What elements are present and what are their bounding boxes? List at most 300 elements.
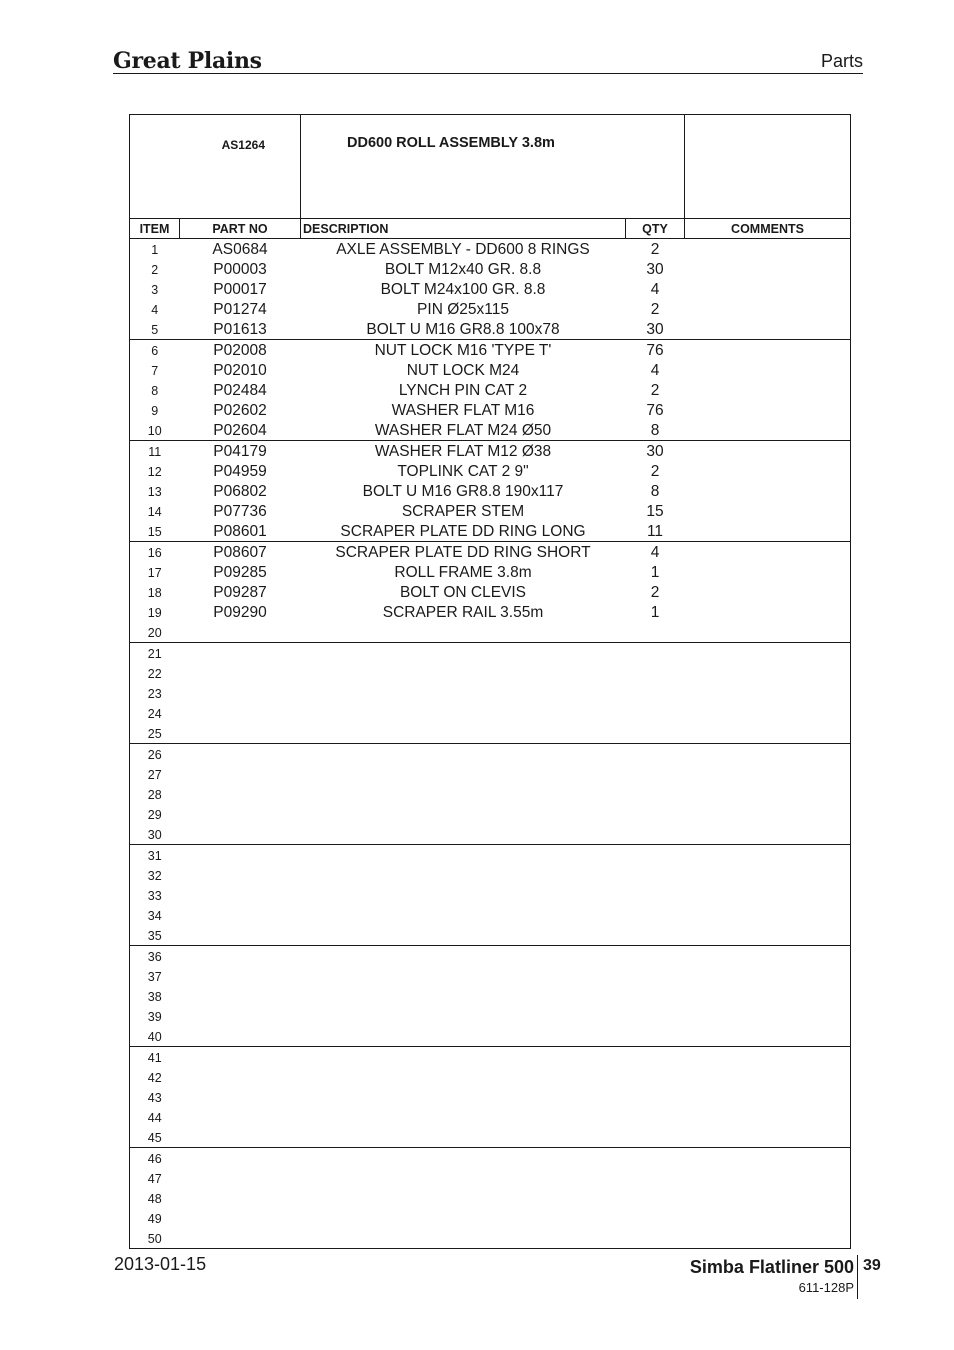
- part-quantity: 4: [650, 362, 660, 379]
- part-quantity: [626, 1168, 685, 1188]
- item-number: 13: [147, 485, 162, 499]
- part-number: [180, 1168, 301, 1188]
- item-number: 40: [130, 1026, 180, 1047]
- part-quantity: [626, 1026, 685, 1047]
- item-number: 17: [147, 566, 162, 580]
- table-row: [130, 380, 851, 400]
- item-number: 46: [147, 1152, 162, 1166]
- part-description: [301, 986, 626, 1006]
- part-comments: [685, 521, 851, 542]
- part-description: [301, 966, 626, 986]
- part-description: NUT LOCK M24: [406, 362, 520, 379]
- part-quantity: [626, 784, 685, 804]
- part-description: [301, 905, 626, 925]
- footer-divider: [857, 1255, 858, 1299]
- part-comments: [685, 986, 851, 1006]
- part-comments: [685, 239, 851, 260]
- part-comments: [685, 602, 851, 622]
- item-number: 33: [147, 889, 162, 903]
- table-row: [130, 865, 851, 885]
- table-row: [130, 400, 851, 420]
- part-description: SCRAPER STEM: [401, 503, 525, 520]
- part-comments: [685, 925, 851, 946]
- part-quantity: [626, 824, 685, 845]
- assembly-title-row: [130, 115, 851, 219]
- part-description: NUT LOCK M16 'TYPE T': [374, 342, 552, 359]
- part-number: P09290: [213, 604, 267, 621]
- part-quantity: [626, 1087, 685, 1107]
- table-row: [130, 521, 851, 542]
- item-number: 35: [130, 925, 180, 946]
- part-description: [301, 1107, 626, 1127]
- part-number: [180, 1107, 301, 1127]
- item-number: 43: [147, 1091, 162, 1105]
- part-comments: [685, 299, 851, 319]
- part-quantity: 30: [646, 261, 664, 278]
- part-description: WASHER FLAT M24 Ø50: [301, 420, 626, 441]
- assembly-number: AS1264: [130, 115, 301, 219]
- part-number: P00003: [213, 261, 267, 278]
- part-number: [180, 1127, 301, 1148]
- part-description: [301, 1168, 626, 1188]
- part-number: P09285: [213, 564, 267, 581]
- part-description: [301, 744, 626, 765]
- part-comments: [685, 319, 851, 340]
- part-number: AS0684: [212, 241, 268, 258]
- part-quantity: [626, 1127, 685, 1148]
- part-description: LYNCH PIN CAT 2: [398, 382, 528, 399]
- part-number: [180, 885, 301, 905]
- part-comments: [685, 1188, 851, 1208]
- part-quantity: [626, 643, 685, 664]
- table-row: [130, 319, 851, 340]
- item-number: 50: [147, 1232, 162, 1246]
- part-quantity: [626, 703, 685, 723]
- item-number: 21: [147, 647, 162, 661]
- part-description: BOLT M24x100 GR. 8.8: [380, 281, 546, 298]
- part-quantity: [626, 865, 685, 885]
- part-number: [180, 1026, 301, 1047]
- part-description: [301, 1148, 626, 1169]
- part-number: P02008: [213, 342, 267, 359]
- part-number: [180, 703, 301, 723]
- table-row: [130, 1107, 851, 1127]
- assembly-title: DD600 ROLL ASSEMBLY 3.8m: [301, 115, 685, 219]
- part-quantity: 2: [650, 241, 660, 258]
- item-number: 24: [147, 707, 162, 721]
- table-row: [130, 1168, 851, 1188]
- part-number: [180, 966, 301, 986]
- part-quantity: [626, 622, 685, 643]
- part-quantity: [626, 764, 685, 784]
- part-comments: [685, 824, 851, 845]
- part-description: [301, 683, 626, 703]
- table-row: [130, 1087, 851, 1107]
- part-comments: [685, 1067, 851, 1087]
- part-number: [180, 1047, 301, 1068]
- part-number: P02484: [213, 382, 267, 399]
- part-comments: [685, 582, 851, 602]
- part-number: P00017: [213, 281, 267, 298]
- part-number: [180, 1067, 301, 1087]
- item-number: 49: [147, 1212, 162, 1226]
- item-number: 39: [147, 1010, 162, 1024]
- part-comments: [685, 340, 851, 361]
- part-quantity: 1: [650, 604, 660, 621]
- part-comments: [685, 1006, 851, 1026]
- table-row: [130, 723, 851, 744]
- footer-product-name: Simba Flatliner 500: [689, 1257, 854, 1277]
- item-number: 10: [130, 420, 180, 441]
- item-number: 25: [130, 723, 180, 744]
- part-comments: [685, 764, 851, 784]
- part-quantity: [626, 905, 685, 925]
- part-comments: [685, 1208, 851, 1228]
- part-number: [180, 744, 301, 765]
- part-quantity: 4: [650, 281, 660, 298]
- part-number: [180, 804, 301, 824]
- part-quantity: [626, 986, 685, 1006]
- part-comments: [685, 1127, 851, 1148]
- part-comments: [685, 845, 851, 866]
- part-quantity: 15: [646, 503, 664, 520]
- part-quantity: [626, 744, 685, 765]
- part-number: P09287: [213, 584, 267, 601]
- table-row: [130, 481, 851, 501]
- section-title: Parts: [820, 51, 863, 71]
- part-quantity: 2: [650, 463, 660, 480]
- part-description: [301, 764, 626, 784]
- part-comments: [685, 643, 851, 664]
- column-header-item: ITEM: [130, 219, 180, 239]
- table-row: [130, 259, 851, 279]
- table-row: [130, 420, 851, 441]
- part-number: [180, 865, 301, 885]
- part-number: P08601: [180, 521, 301, 542]
- part-number: P01274: [213, 301, 267, 318]
- part-description: [301, 1228, 626, 1249]
- table-row: [130, 622, 851, 643]
- part-quantity: 76: [646, 342, 664, 359]
- part-comments: [685, 441, 851, 462]
- part-quantity: 11: [626, 521, 685, 542]
- item-number: 6: [151, 344, 159, 358]
- part-description: [301, 865, 626, 885]
- item-number: 20: [130, 622, 180, 643]
- item-number: 30: [130, 824, 180, 845]
- part-description: [301, 925, 626, 946]
- table-row: [130, 905, 851, 925]
- part-comments: [685, 663, 851, 683]
- part-comments: [685, 1228, 851, 1249]
- part-comments: [685, 784, 851, 804]
- part-description: [301, 845, 626, 866]
- part-comments: [685, 885, 851, 905]
- part-quantity: [626, 1047, 685, 1068]
- part-quantity: [626, 1188, 685, 1208]
- item-number: 15: [130, 521, 180, 542]
- item-number: 3: [151, 283, 159, 297]
- part-number: [180, 1228, 301, 1249]
- item-number: 18: [147, 586, 162, 600]
- part-comments: [685, 1107, 851, 1127]
- table-row: [130, 946, 851, 967]
- part-comments: [685, 966, 851, 986]
- part-description: TOPLINK CAT 2 9": [397, 463, 529, 480]
- part-comments: [685, 804, 851, 824]
- item-number: 36: [147, 950, 162, 964]
- table-row: [130, 683, 851, 703]
- part-number: [180, 925, 301, 946]
- part-quantity: [626, 845, 685, 866]
- part-quantity: [626, 1107, 685, 1127]
- item-number: 1: [151, 243, 159, 257]
- item-number: 19: [147, 606, 162, 620]
- table-row: [130, 744, 851, 765]
- part-quantity: 30: [626, 319, 685, 340]
- part-quantity: 8: [650, 483, 660, 500]
- item-number: 2: [151, 263, 159, 277]
- part-description: [301, 1127, 626, 1148]
- table-row: [130, 1188, 851, 1208]
- part-quantity: [626, 1148, 685, 1169]
- table-row: [130, 1047, 851, 1068]
- item-number: 44: [147, 1111, 162, 1125]
- part-description: [301, 946, 626, 967]
- item-number: 16: [147, 546, 162, 560]
- part-number: P04179: [213, 443, 267, 460]
- part-number: [180, 1188, 301, 1208]
- table-row: [130, 501, 851, 521]
- item-number: 12: [147, 465, 162, 479]
- part-comments: [685, 905, 851, 925]
- table-row: [130, 441, 851, 462]
- table-row: [130, 299, 851, 319]
- table-row: [130, 1006, 851, 1026]
- part-number: [180, 663, 301, 683]
- table-row: [130, 562, 851, 582]
- part-description: [301, 784, 626, 804]
- table-row: [130, 966, 851, 986]
- item-number: 32: [147, 869, 162, 883]
- part-number: [180, 1087, 301, 1107]
- part-quantity: 2: [650, 584, 660, 601]
- part-description: AXLE ASSEMBLY - DD600 8 RINGS: [336, 241, 590, 258]
- part-comments: [685, 1168, 851, 1188]
- part-comments: [685, 744, 851, 765]
- part-number: [180, 1148, 301, 1169]
- table-row: [130, 824, 851, 845]
- item-number: 28: [147, 788, 162, 802]
- part-comments: [685, 946, 851, 967]
- part-number: [180, 622, 301, 643]
- item-number: 9: [151, 404, 159, 418]
- part-comments: [685, 360, 851, 380]
- part-number: [180, 1006, 301, 1026]
- assembly-blank-cell: [685, 115, 851, 219]
- part-number: [180, 986, 301, 1006]
- part-number: P02602: [213, 402, 267, 419]
- column-header-row: [130, 219, 851, 239]
- table-row: [130, 542, 851, 563]
- item-number: 22: [147, 667, 162, 681]
- part-description: SCRAPER RAIL 3.55m: [382, 604, 544, 621]
- footer-document-number: 611-128P: [798, 1280, 854, 1295]
- part-number: [180, 824, 301, 845]
- part-number: P01613: [180, 319, 301, 340]
- part-description: BOLT U M16 GR8.8 100x78: [301, 319, 626, 340]
- item-number: 47: [147, 1172, 162, 1186]
- part-number: [180, 845, 301, 866]
- part-comments: [685, 865, 851, 885]
- table-row: [130, 925, 851, 946]
- table-row: [130, 1067, 851, 1087]
- part-quantity: [626, 1208, 685, 1228]
- part-description: SCRAPER PLATE DD RING LONG: [301, 521, 626, 542]
- part-description: [301, 1067, 626, 1087]
- item-number: 31: [147, 849, 162, 863]
- part-quantity: [626, 925, 685, 946]
- part-comments: [685, 380, 851, 400]
- footer-page-number: 39: [863, 1257, 881, 1274]
- part-description: [301, 643, 626, 664]
- part-comments: [685, 1047, 851, 1068]
- table-row: [130, 1148, 851, 1169]
- table-row: [130, 845, 851, 866]
- part-description: [301, 1087, 626, 1107]
- part-description: [301, 824, 626, 845]
- footer-date: 2013-01-15: [114, 1254, 207, 1274]
- part-description: [301, 723, 626, 744]
- part-quantity: [626, 885, 685, 905]
- part-quantity: 8: [626, 420, 685, 441]
- part-quantity: [626, 946, 685, 967]
- part-number: P04959: [213, 463, 267, 480]
- part-description: [301, 663, 626, 683]
- item-number: 48: [147, 1192, 162, 1206]
- part-comments: [685, 461, 851, 481]
- part-description: BOLT M12x40 GR. 8.8: [384, 261, 542, 278]
- column-header-part-no: PART NO: [180, 219, 301, 239]
- table-row: [130, 643, 851, 664]
- part-quantity: [626, 966, 685, 986]
- part-number: [180, 905, 301, 925]
- part-quantity: 30: [646, 443, 664, 460]
- column-header-comments: COMMENTS: [685, 219, 851, 239]
- part-quantity: 1: [650, 564, 660, 581]
- table-row: [130, 602, 851, 622]
- table-row: [130, 663, 851, 683]
- table-row: [130, 340, 851, 361]
- part-quantity: 2: [650, 301, 660, 318]
- table-row: [130, 764, 851, 784]
- table-row: [130, 1208, 851, 1228]
- table-row: [130, 703, 851, 723]
- item-number: 41: [147, 1051, 162, 1065]
- part-quantity: [626, 1006, 685, 1026]
- table-row: [130, 582, 851, 602]
- item-number: 37: [147, 970, 162, 984]
- item-number: 11: [148, 445, 162, 459]
- part-number: [180, 784, 301, 804]
- table-row: [130, 1127, 851, 1148]
- part-number: P07736: [213, 503, 267, 520]
- part-quantity: 4: [650, 544, 660, 561]
- part-description: ROLL FRAME 3.8m: [394, 564, 532, 581]
- table-row: [130, 360, 851, 380]
- part-number: P06802: [213, 483, 267, 500]
- part-description: WASHER FLAT M12 Ø38: [374, 443, 552, 460]
- part-quantity: [626, 663, 685, 683]
- part-description: [301, 804, 626, 824]
- part-number: [180, 643, 301, 664]
- part-number: [180, 1208, 301, 1228]
- part-quantity: 2: [650, 382, 660, 399]
- item-number: 5: [130, 319, 180, 340]
- part-number: P02010: [213, 362, 267, 379]
- item-number: 45: [130, 1127, 180, 1148]
- part-comments: [685, 481, 851, 501]
- column-header-qty: QTY: [626, 219, 685, 239]
- item-number: 27: [147, 768, 162, 782]
- parts-table: [129, 114, 851, 1249]
- part-description: [301, 1047, 626, 1068]
- part-number: [180, 946, 301, 967]
- item-number: 29: [147, 808, 162, 822]
- item-number: 23: [147, 687, 162, 701]
- item-number: 42: [147, 1071, 162, 1085]
- part-comments: [685, 622, 851, 643]
- part-comments: [685, 703, 851, 723]
- part-description: [301, 703, 626, 723]
- part-comments: [685, 259, 851, 279]
- part-description: BOLT ON CLEVIS: [399, 584, 527, 601]
- part-quantity: [626, 804, 685, 824]
- parts-table-body: [130, 239, 851, 1249]
- part-comments: [685, 1026, 851, 1047]
- item-number: 26: [147, 748, 162, 762]
- header-divider: [113, 73, 863, 74]
- table-row: [130, 461, 851, 481]
- part-description: [301, 885, 626, 905]
- part-description: [301, 1208, 626, 1228]
- part-comments: [685, 420, 851, 441]
- table-row: [130, 1228, 851, 1249]
- item-number: 7: [151, 364, 159, 378]
- part-number: [180, 723, 301, 744]
- part-description: [301, 1188, 626, 1208]
- part-comments: [685, 1087, 851, 1107]
- part-quantity: [626, 1228, 685, 1249]
- part-description: [301, 1026, 626, 1047]
- part-number: [180, 683, 301, 703]
- part-number: P02604: [180, 420, 301, 441]
- item-number: 14: [147, 505, 162, 519]
- part-comments: [685, 542, 851, 563]
- part-description: WASHER FLAT M16: [391, 402, 535, 419]
- part-quantity: [626, 1067, 685, 1087]
- part-comments: [685, 279, 851, 299]
- item-number: 8: [151, 384, 159, 398]
- table-row: [130, 804, 851, 824]
- item-number: 4: [151, 303, 159, 317]
- part-description: SCRAPER PLATE DD RING SHORT: [335, 544, 591, 561]
- table-row: [130, 279, 851, 299]
- part-description: [301, 1006, 626, 1026]
- part-number: [180, 764, 301, 784]
- table-row: [130, 239, 851, 260]
- column-header-description: DESCRIPTION: [301, 219, 626, 239]
